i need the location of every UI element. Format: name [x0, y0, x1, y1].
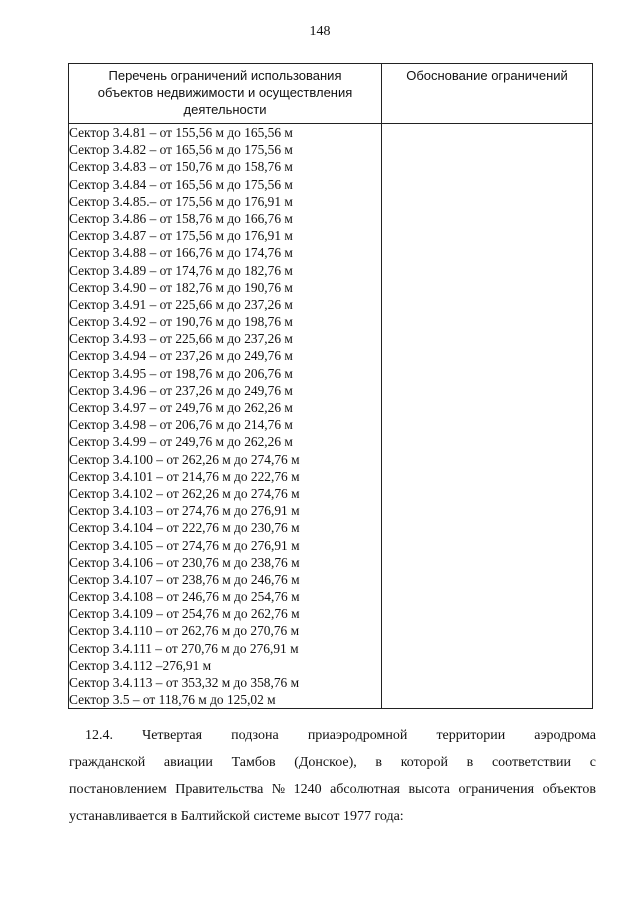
paragraph-word: устанавливается в Балтийской системе высот 1977 года:	[69, 809, 404, 824]
sector-row: Сектор 3.4.89 – от 174,76 м до 182,76 м	[69, 262, 293, 278]
sector-row: Сектор 3.4.81 – от 155,56 м до 165,56 м	[69, 125, 293, 140]
sector-row: Сектор 3.4.112 –276,91 м	[69, 657, 212, 673]
sector-row: Сектор 3.4.82 – от 165,56 м до 175,56 м	[69, 142, 293, 158]
paragraph-word: Четвертая	[142, 728, 203, 743]
paragraph-word: приаэродромной	[307, 728, 408, 743]
header-justification: Обоснование ограничений	[382, 64, 593, 124]
paragraph-line	[69, 803, 596, 830]
paragraph-word: абсолютная	[330, 782, 400, 797]
paragraph-word: Правительства	[175, 782, 264, 797]
table-row	[69, 124, 593, 709]
paragraph-word: ограничения	[458, 782, 535, 797]
paragraph-word: авиации	[163, 755, 213, 770]
sector-row: Сектор 3.4.94 – от 237,26 м до 249,76 м	[69, 348, 293, 364]
sector-row: Сектор 3.4.98 – от 206,76 м до 214,76 м	[69, 417, 293, 433]
sector-row: Сектор 3.4.97 – от 249,76 м до 262,26 м	[69, 400, 293, 415]
paragraph-word: №	[271, 782, 286, 797]
paragraph-word: территории	[436, 728, 506, 743]
sector-row: Сектор 3.4.90 – от 182,76 м до 190,76 м	[69, 279, 293, 295]
paragraph-word: в	[375, 755, 383, 770]
paragraph-12-4	[69, 722, 596, 830]
paragraph-word: с	[589, 755, 596, 770]
paragraph-word: постановлением	[69, 782, 167, 797]
restrictions-table	[68, 63, 593, 709]
sector-row: Сектор 3.4.101 – от 214,76 м до 222,76 м	[69, 468, 300, 484]
sector-row: Сектор 3.4.95 – от 198,76 м до 206,76 м	[69, 365, 293, 381]
sector-row: Сектор 3.4.83 – от 150,76 м до 158,76 м	[69, 159, 293, 175]
sector-row: Сектор 3.4.106 – от 230,76 м до 238,76 м	[69, 554, 300, 570]
paragraph-word: 1240	[293, 782, 322, 797]
sector-row: Сектор 3.4.87 – от 175,56 м до 176,91 м	[69, 228, 293, 244]
sector-row: Сектор 3.5 – от 118,76 м до 125,02 м	[69, 692, 276, 708]
sector-row: Сектор 3.4.113 – от 353,32 м до 358,76 м	[69, 675, 300, 690]
paragraph-word: 12.4.	[85, 728, 113, 743]
paragraph-word: высота	[408, 782, 450, 797]
paragraph-line	[69, 776, 596, 803]
sector-row: Сектор 3.4.105 – от 274,76 м до 276,91 м	[69, 537, 300, 553]
header-restrictions-list	[69, 64, 382, 124]
paragraph-word: соответствии	[491, 755, 572, 770]
paragraph-word: которой	[400, 755, 449, 770]
justification-cell	[382, 124, 593, 709]
header-line: деятельности	[183, 102, 267, 117]
sector-row: Сектор 3.4.85.– от 175,56 м до 176,91 м	[69, 193, 293, 209]
sector-row: Сектор 3.4.88 – от 166,76 м до 174,76 м	[69, 245, 293, 261]
sector-row: Сектор 3.4.84 – от 165,56 м до 175,56 м	[69, 176, 293, 192]
paragraph-word: подзона	[231, 728, 279, 743]
header-line: объектов недвижимости и осуществления	[97, 85, 353, 100]
sector-row: Сектор 3.4.86 – от 158,76 м до 166,76 м	[69, 210, 293, 226]
header-line: Перечень ограничений использования	[108, 68, 342, 83]
sector-row: Сектор 3.4.99 – от 249,76 м до 262,26 м	[69, 434, 293, 450]
paragraph-word: (Донское),	[294, 755, 357, 770]
paragraph-word: Тамбов	[231, 755, 276, 770]
table-header-row	[69, 64, 593, 124]
sector-list-cell	[69, 124, 382, 709]
paragraph-word: гражданской	[69, 755, 146, 770]
paragraph-line	[69, 749, 596, 776]
sector-row: Сектор 3.4.108 – от 246,76 м до 254,76 м	[69, 589, 300, 605]
sector-row: Сектор 3.4.92 – от 190,76 м до 198,76 м	[69, 314, 293, 330]
sector-row: Сектор 3.4.91 – от 225,66 м до 237,26 м	[69, 296, 293, 312]
sector-row: Сектор 3.4.111 – от 270,76 м до 276,91 м	[69, 640, 299, 656]
paragraph-word: в	[466, 755, 474, 770]
sector-row: Сектор 3.4.110 – от 262,76 м до 270,76 м	[69, 623, 300, 639]
sector-row: Сектор 3.4.93 – от 225,66 м до 237,26 м	[69, 331, 293, 347]
sector-row: Сектор 3.4.109 – от 254,76 м до 262,76 м	[69, 606, 300, 622]
sector-row: Сектор 3.4.103 – от 274,76 м до 276,91 м	[69, 503, 300, 519]
page-number: 148	[309, 24, 331, 39]
sector-row: Сектор 3.4.102 – от 262,26 м до 274,76 м	[69, 485, 300, 501]
sector-row: Сектор 3.4.107 – от 238,76 м до 246,76 м	[69, 571, 300, 587]
sector-row: Сектор 3.4.96 – от 237,26 м до 249,76 м	[69, 382, 293, 398]
sector-row: Сектор 3.4.100 – от 262,26 м до 274,76 м	[69, 451, 300, 467]
paragraph-word: объектов	[542, 782, 596, 797]
paragraph-word: аэродрома	[534, 728, 596, 743]
sector-row: Сектор 3.4.104 – от 222,76 м до 230,76 м	[69, 520, 300, 536]
paragraph-line	[69, 722, 596, 749]
